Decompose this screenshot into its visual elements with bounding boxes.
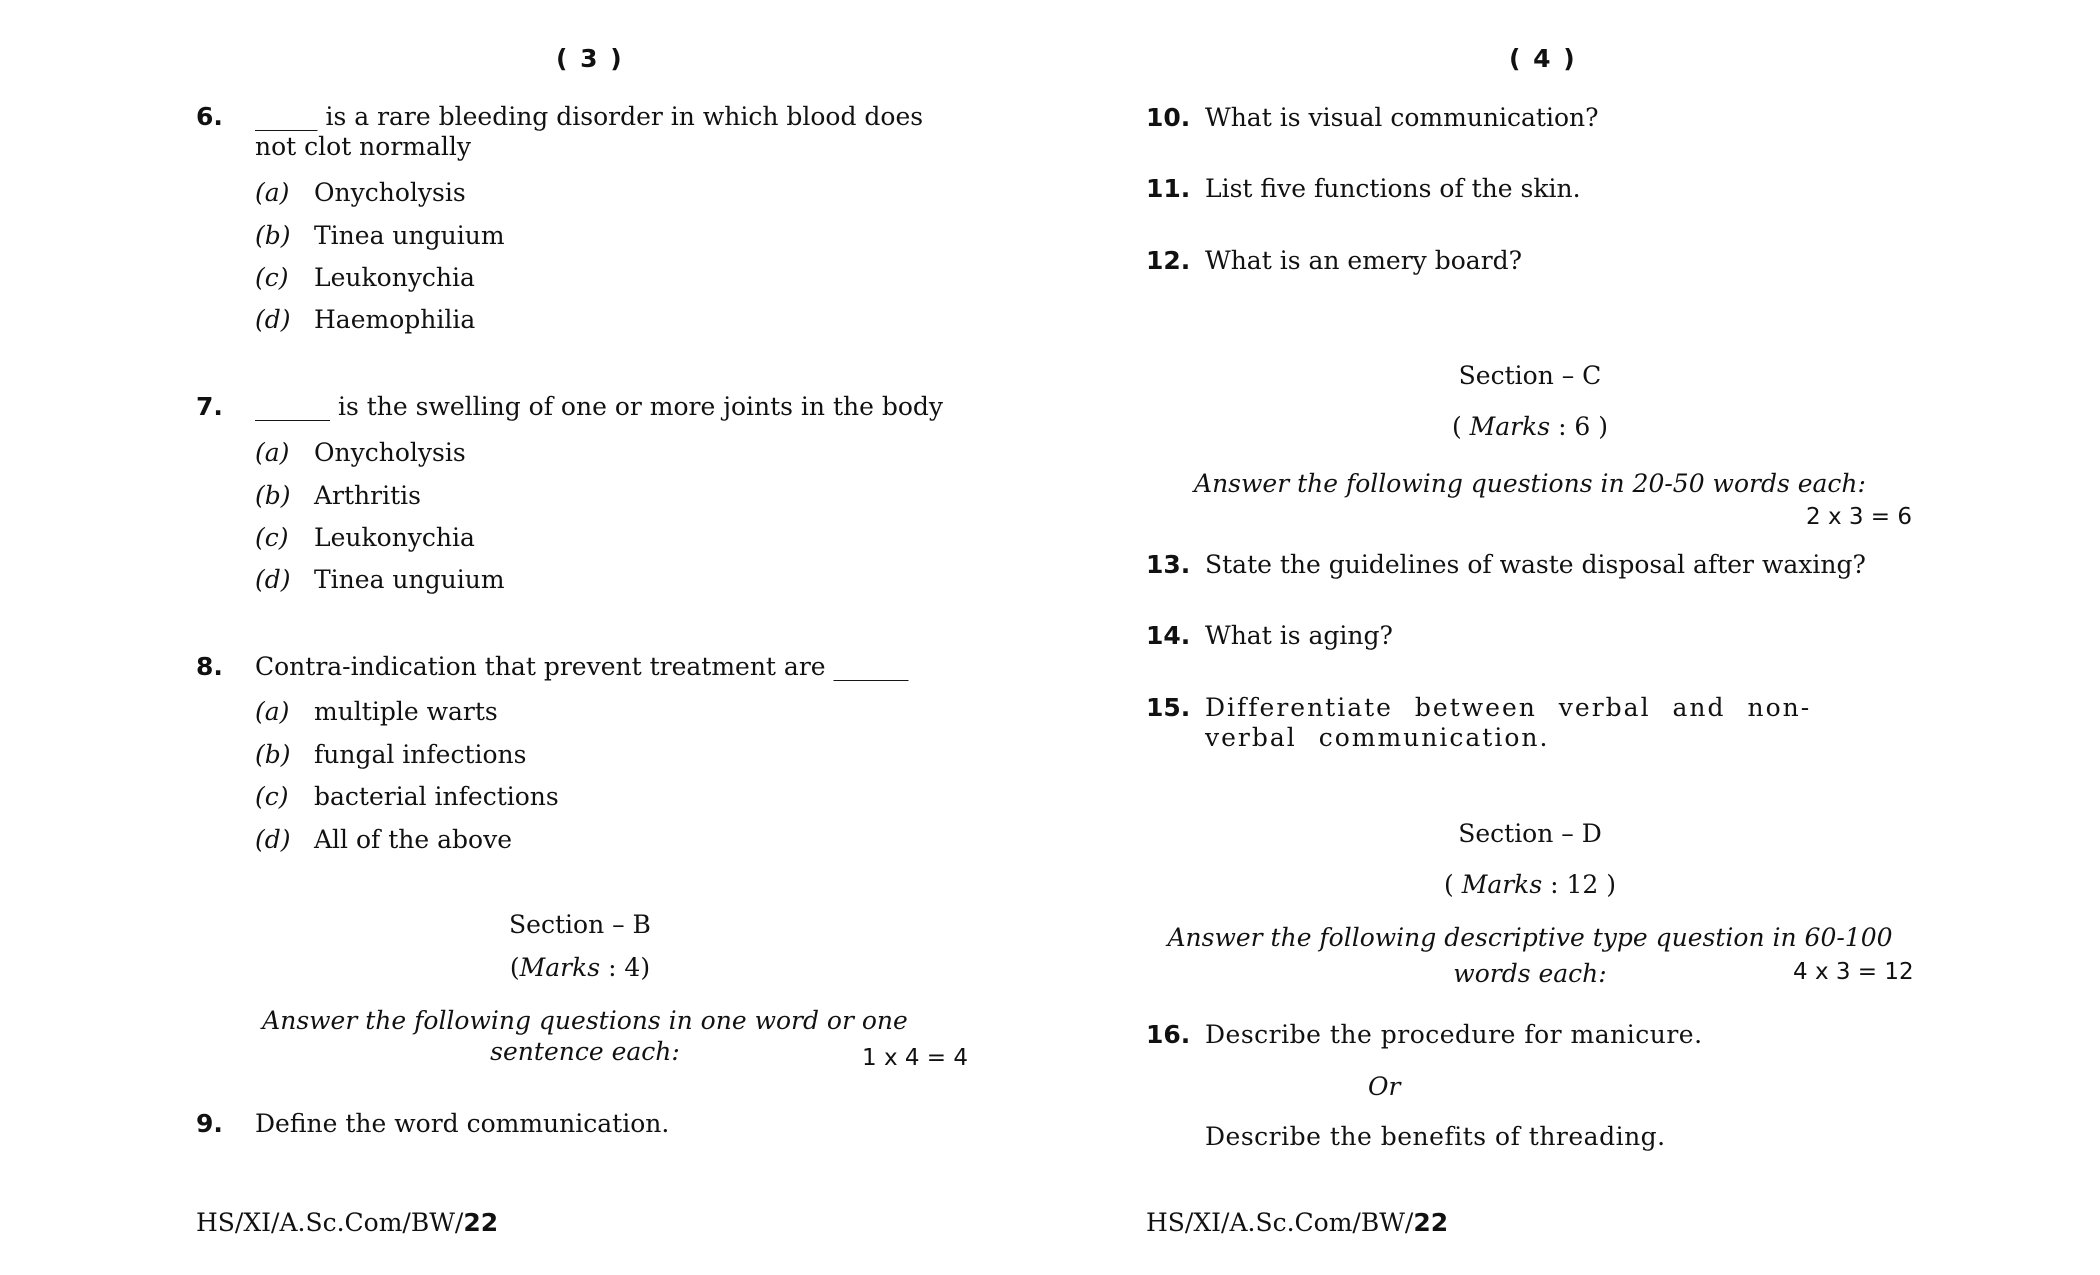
section-b-marks-calc: 1 x 4 = 4 xyxy=(862,1045,969,1071)
question-7 xyxy=(196,392,956,422)
section-d-instruction-line1: Answer the following descriptive type question in 60-100 xyxy=(1167,923,1893,952)
section-d-title: Section – D xyxy=(1458,819,1602,848)
question-text: Contra-indication that prevent treatment are ______ xyxy=(255,652,909,681)
section-d-instruction-line2: words each: xyxy=(1453,959,1607,988)
page-number-left: ( 3 ) xyxy=(556,44,624,73)
question-12 xyxy=(1146,246,1946,276)
question-text: ______ is the swelling of one or more joints in the body xyxy=(255,392,944,421)
question-text: Describe the procedure for manicure. xyxy=(1205,1020,1703,1049)
question-number: 13. xyxy=(1146,550,1191,579)
page-number-right: ( 4 ) xyxy=(1509,44,1577,73)
question-text: List five functions of the skin. xyxy=(1205,174,1581,203)
section-c-marks-calc: 2 x 3 = 6 xyxy=(1806,504,1913,530)
question-10 xyxy=(1146,103,1946,133)
exam-sheet: ( 3 ) 6. _____ is a rare bleeding disorder in which blood does not clot normally (a) Onycholysis (b) Tinea unguium (c) Leukonychia (d) Haemophilia 7. ______ is the swelling of one or more joints in the body (a) Onycholysis (b) Arthritis (c) Leukonychia (d) Tinea unguium 8. Contra-indication that prevent treatment are ______ (a) multiple warts (b) fungal infections (c) bacterial infections (d) All of the above Section – B (Marks : 4) Answer the following questions in one word or one sentence each: 1 x 4 = 4 9. Define the word communication. HS/XI/A.Sc.Com/BW/22 ( 4 ) 10. What is visual communication? 11. List five functions of the skin. 12. What is an emery board? Section – C ( Marks : 6 ) Answer the following questions in 20-50 words each: 2 x 3 = 6 13. State the guidelines of waste disposal after waxing? 14. What is aging? 15. Differentiate between verbal and non-verbal communication. Section – D ( Marks : 12 ) Answer the following descriptive type question in 60-100 words each: 4 x 3 = 12 16. Describe the procedure for manicure. Or Describe the benefits of threading. HS/XI/A.Sc.Com/BW/22 xyxy=(0,0,2100,1275)
question-number: 7. xyxy=(196,392,223,421)
question-number: 6. xyxy=(196,102,223,131)
question-text: Define the word communication. xyxy=(255,1109,670,1138)
section-d-marks: ( Marks : 12 ) xyxy=(1444,870,1616,899)
question-number: 12. xyxy=(1146,246,1191,275)
question-13 xyxy=(1146,550,1946,580)
section-c-title: Section – C xyxy=(1458,361,1602,390)
question-number: 9. xyxy=(196,1109,223,1138)
question-9 xyxy=(196,1109,956,1139)
section-b-marks: (Marks : 4) xyxy=(509,953,651,982)
question-11 xyxy=(1146,174,1946,204)
section-c-marks: ( Marks : 6 ) xyxy=(1451,412,1609,441)
question-number: 16. xyxy=(1146,1020,1191,1049)
question-number: 15. xyxy=(1146,693,1191,722)
footer-left: HS/XI/A.Sc.Com/BW/22 xyxy=(196,1208,499,1237)
question-text: State the guidelines of waste disposal after waxing? xyxy=(1205,550,1866,579)
question-16-alternative: Describe the benefits of threading. xyxy=(1205,1122,1666,1151)
question-8 xyxy=(196,652,956,682)
question-16 xyxy=(1146,1020,1946,1050)
section-b-instruction: Answer the following questions in one word or one sentence each: xyxy=(262,1006,908,1066)
footer-right: HS/XI/A.Sc.Com/BW/22 xyxy=(1146,1208,1449,1237)
question-number: 10. xyxy=(1146,103,1191,132)
question-text: What is an emery board? xyxy=(1205,246,1523,275)
question-text: What is visual communication? xyxy=(1205,103,1599,132)
question-text: _____ is a rare bleeding disorder in which blood does not clot normally xyxy=(255,102,924,161)
question-14 xyxy=(1146,621,1946,651)
question-number: 8. xyxy=(196,652,223,681)
section-c-instruction: Answer the following questions in 20-50 words each: xyxy=(1194,469,1866,498)
or-separator: Or xyxy=(1368,1072,1401,1101)
question-number: 14. xyxy=(1146,621,1191,650)
section-d-marks-calc: 4 x 3 = 12 xyxy=(1793,959,1914,985)
question-text: What is aging? xyxy=(1205,621,1393,650)
question-6 xyxy=(196,102,956,162)
section-b-title: Section – B xyxy=(509,910,651,939)
question-15 xyxy=(1146,693,1946,753)
question-text: Differentiate between verbal and non-verbal communication. xyxy=(1205,693,1812,752)
question-number: 11. xyxy=(1146,174,1191,203)
